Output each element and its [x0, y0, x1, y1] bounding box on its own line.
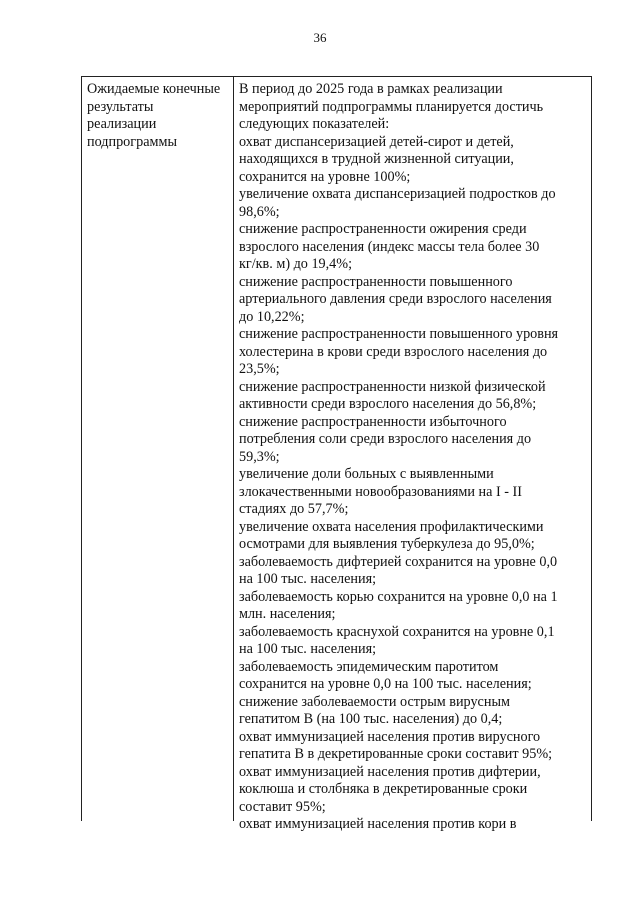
content-text-line: потребления соли среди взрослого населения до — [239, 431, 532, 447]
label-text-line: результаты — [87, 98, 154, 115]
content-text-line: охват диспансеризацией детей-сирот и детей, — [239, 133, 514, 150]
content-text-line: взрослого населения (индекс массы тела более 30 — [239, 238, 540, 255]
label-text-line: Ожидаемые конечные — [87, 81, 221, 97]
indicators-table — [81, 76, 592, 832]
content-text-line: артериального давления среди взрослого населения — [239, 291, 552, 307]
table-label-cell — [87, 81, 229, 151]
content-text-line: заболеваемость краснухой сохранится на уровне 0,1 — [239, 623, 555, 640]
content-text-line: В период до 2025 года в рамках реализации — [239, 81, 503, 97]
content-text-line: осмотрами для выявления туберкулеза до 95,0%; — [239, 536, 535, 552]
content-text-line: заболеваемость корью сохранится на уровне 0,0 на 1 — [239, 588, 558, 605]
content-text-line: до 10,22%; — [239, 308, 305, 325]
page-number: 36 — [313, 30, 327, 45]
content-text-line: 59,3%; — [239, 448, 280, 465]
content-text-line: гепатитом В (на 100 тыс. населения) до 0,4; — [239, 711, 503, 727]
content-text-line: составит 95%; — [239, 798, 326, 815]
content-text-line: находящихся в трудной жизненной ситуации, — [239, 151, 514, 167]
content-text-line: охват иммунизацией населения против кори в — [239, 816, 517, 832]
content-text-line: на 100 тыс. населения; — [239, 641, 377, 657]
content-text-line: сохранится на уровне 0,0 на 100 тыс. населения; — [239, 676, 532, 692]
content-text-line: снижение распространенности повышенного — [239, 273, 513, 290]
label-text-line: подпрограммы — [87, 133, 177, 150]
content-text-line: снижение распространенности низкой физической — [239, 378, 546, 395]
content-text-line: снижение заболеваемости острым вирусным — [239, 693, 510, 710]
content-text-line: увеличение охвата диспансеризацией подростков до — [239, 186, 556, 202]
content-text-line: кг/кв. м) до 19,4%; — [239, 256, 353, 272]
content-text-line: холестерина в крови среди взрослого населения до — [239, 343, 548, 360]
content-text-line: снижение распространенности избыточного — [239, 413, 507, 430]
content-text-line: снижение распространенности повышенного уровня — [239, 326, 559, 342]
label-text-line: реализации — [87, 116, 157, 132]
content-text-line: активности среди взрослого населения до 56,8%; — [239, 396, 537, 412]
content-text-line: охват иммунизацией населения против дифтерии, — [239, 763, 541, 780]
content-text-line: увеличение охвата населения профилактическими — [239, 518, 544, 535]
content-text-line: 23,5%; — [239, 361, 280, 377]
content-text-line: следующих показателей: — [239, 116, 390, 132]
content-text-line: 98,6%; — [239, 203, 280, 220]
content-text-line: увеличение доли больных с выявленными — [239, 466, 494, 482]
content-text-line: стадиях до 57,7%; — [239, 501, 349, 517]
table-content-cell — [239, 81, 589, 834]
content-text-line: сохранится на уровне 100%; — [239, 168, 411, 185]
content-text-line: охват иммунизацией населения против вирусного — [239, 728, 541, 745]
content-text-line: мероприятий подпрограммы планируется достичь — [239, 98, 544, 115]
content-text-line: на 100 тыс. населения; — [239, 571, 377, 587]
content-text-line: гепатита В в декретированные сроки составит 95%; — [239, 746, 553, 762]
content-text-line: заболеваемость дифтерией сохранится на уровне 0,0 — [239, 553, 558, 570]
content-text-line: коклюша и столбняка в декретированные сроки — [239, 781, 528, 797]
content-text-line: млн. населения; — [239, 606, 336, 622]
content-text-line: злокачественными новообразованиями на I - II — [239, 483, 522, 500]
column-divider — [233, 77, 234, 821]
content-text-line: заболеваемость эпидемическим паротитом — [239, 658, 499, 675]
content-text-line: снижение распространенности ожирения среди — [239, 221, 527, 237]
